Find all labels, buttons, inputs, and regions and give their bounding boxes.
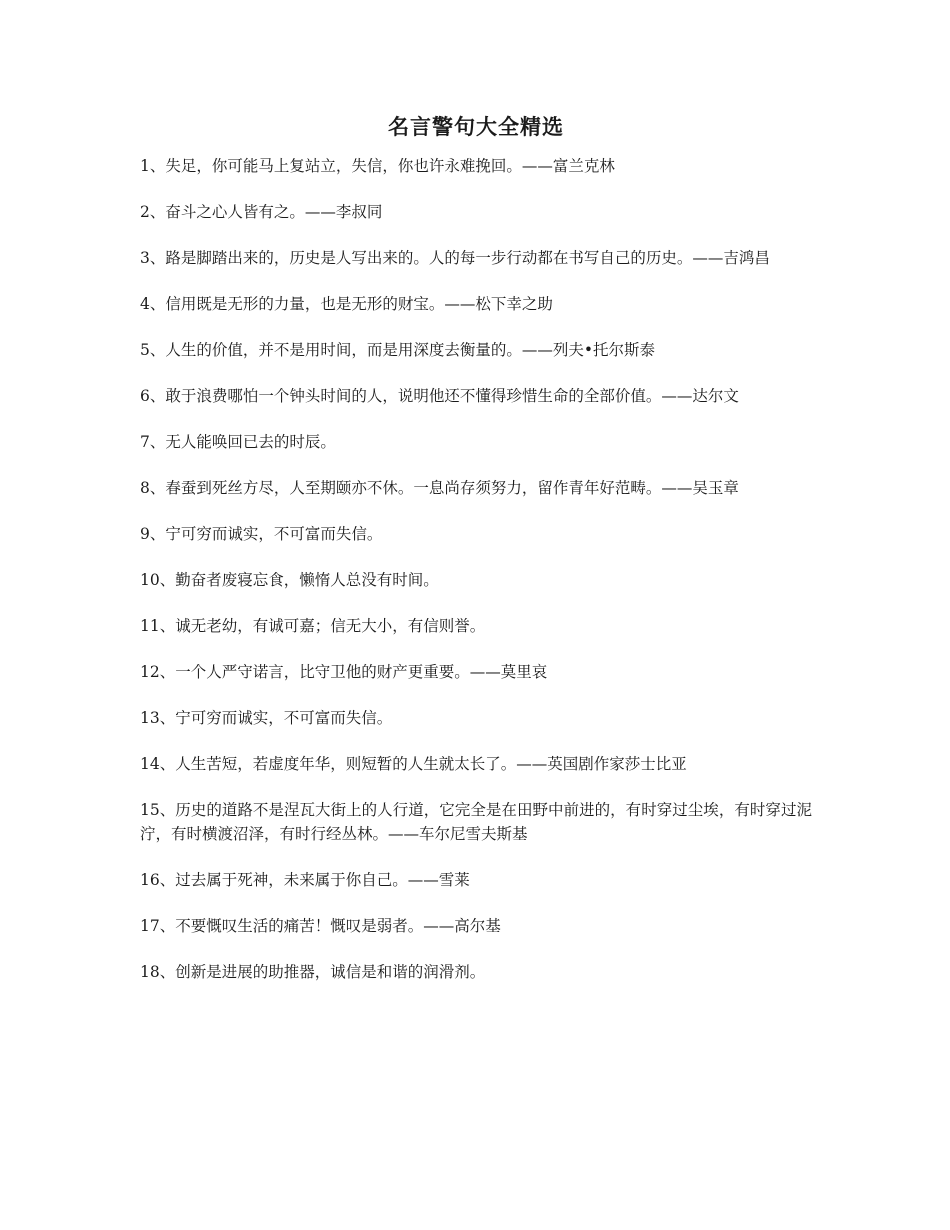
- quote-item: 17、不要慨叹生活的痛苦！慨叹是弱者。——高尔基: [140, 917, 501, 935]
- quote-item: 16、过去属于死神，未来属于你自己。——雪莱: [140, 871, 470, 889]
- quote-item: 10、勤奋者废寝忘食，懒惰人总没有时间。: [140, 571, 439, 589]
- quote-item: 14、人生苦短，若虚度年华，则短暂的人生就太长了。——英国剧作家莎士比亚: [140, 755, 687, 773]
- quote-item: 6、敢于浪费哪怕一个钟头时间的人，说明他还不懂得珍惜生命的全部价值。——达尔文: [140, 387, 739, 405]
- quote-item: 4、信用既是无形的力量，也是无形的财宝。——松下幸之助: [140, 295, 553, 313]
- quote-item: 9、宁可穷而诚实，不可富而失信。: [140, 525, 383, 543]
- quote-item: 5、人生的价值，并不是用时间，而是用深度去衡量的。——列夫•托尔斯泰: [140, 341, 656, 359]
- quote-item: 15、历史的道路不是涅瓦大街上的人行道，它完全是在田野中前进的，有时穿过尘埃，有时穿过泥泞，有时横渡沼泽，有时行经丛林。——车尔尼雪夫斯基: [140, 801, 812, 843]
- quote-list: [140, 154, 812, 984]
- quote-item: 11、诚无老幼，有诚可嘉；信无大小，有信则誉。: [140, 617, 486, 635]
- quote-item: 8、春蚕到死丝方尽，人至期颐亦不休。一息尚存须努力，留作青年好范畴。——吴玉章: [140, 479, 739, 497]
- quote-item: 13、宁可穷而诚实，不可富而失信。: [140, 709, 393, 727]
- quote-item: 2、奋斗之心人皆有之。——李叔同: [140, 203, 383, 221]
- quote-item: 7、无人能唤回已去的时辰。: [140, 433, 336, 451]
- quote-item: 3、路是脚踏出来的，历史是人写出来的。人的每一步行动都在书写自己的历史。——吉鸿昌: [140, 249, 770, 267]
- quote-item: 12、一个人严守诺言，比守卫他的财产更重要。——莫里哀: [140, 663, 548, 681]
- document-page: [140, 112, 812, 1006]
- page-title: 名言警句大全精选: [388, 114, 564, 139]
- quote-item: 18、创新是进展的助推器，诚信是和谐的润滑剂。: [140, 963, 486, 981]
- quote-item: 1、失足，你可能马上复站立，失信，你也许永难挽回。——富兰克林: [140, 157, 615, 175]
